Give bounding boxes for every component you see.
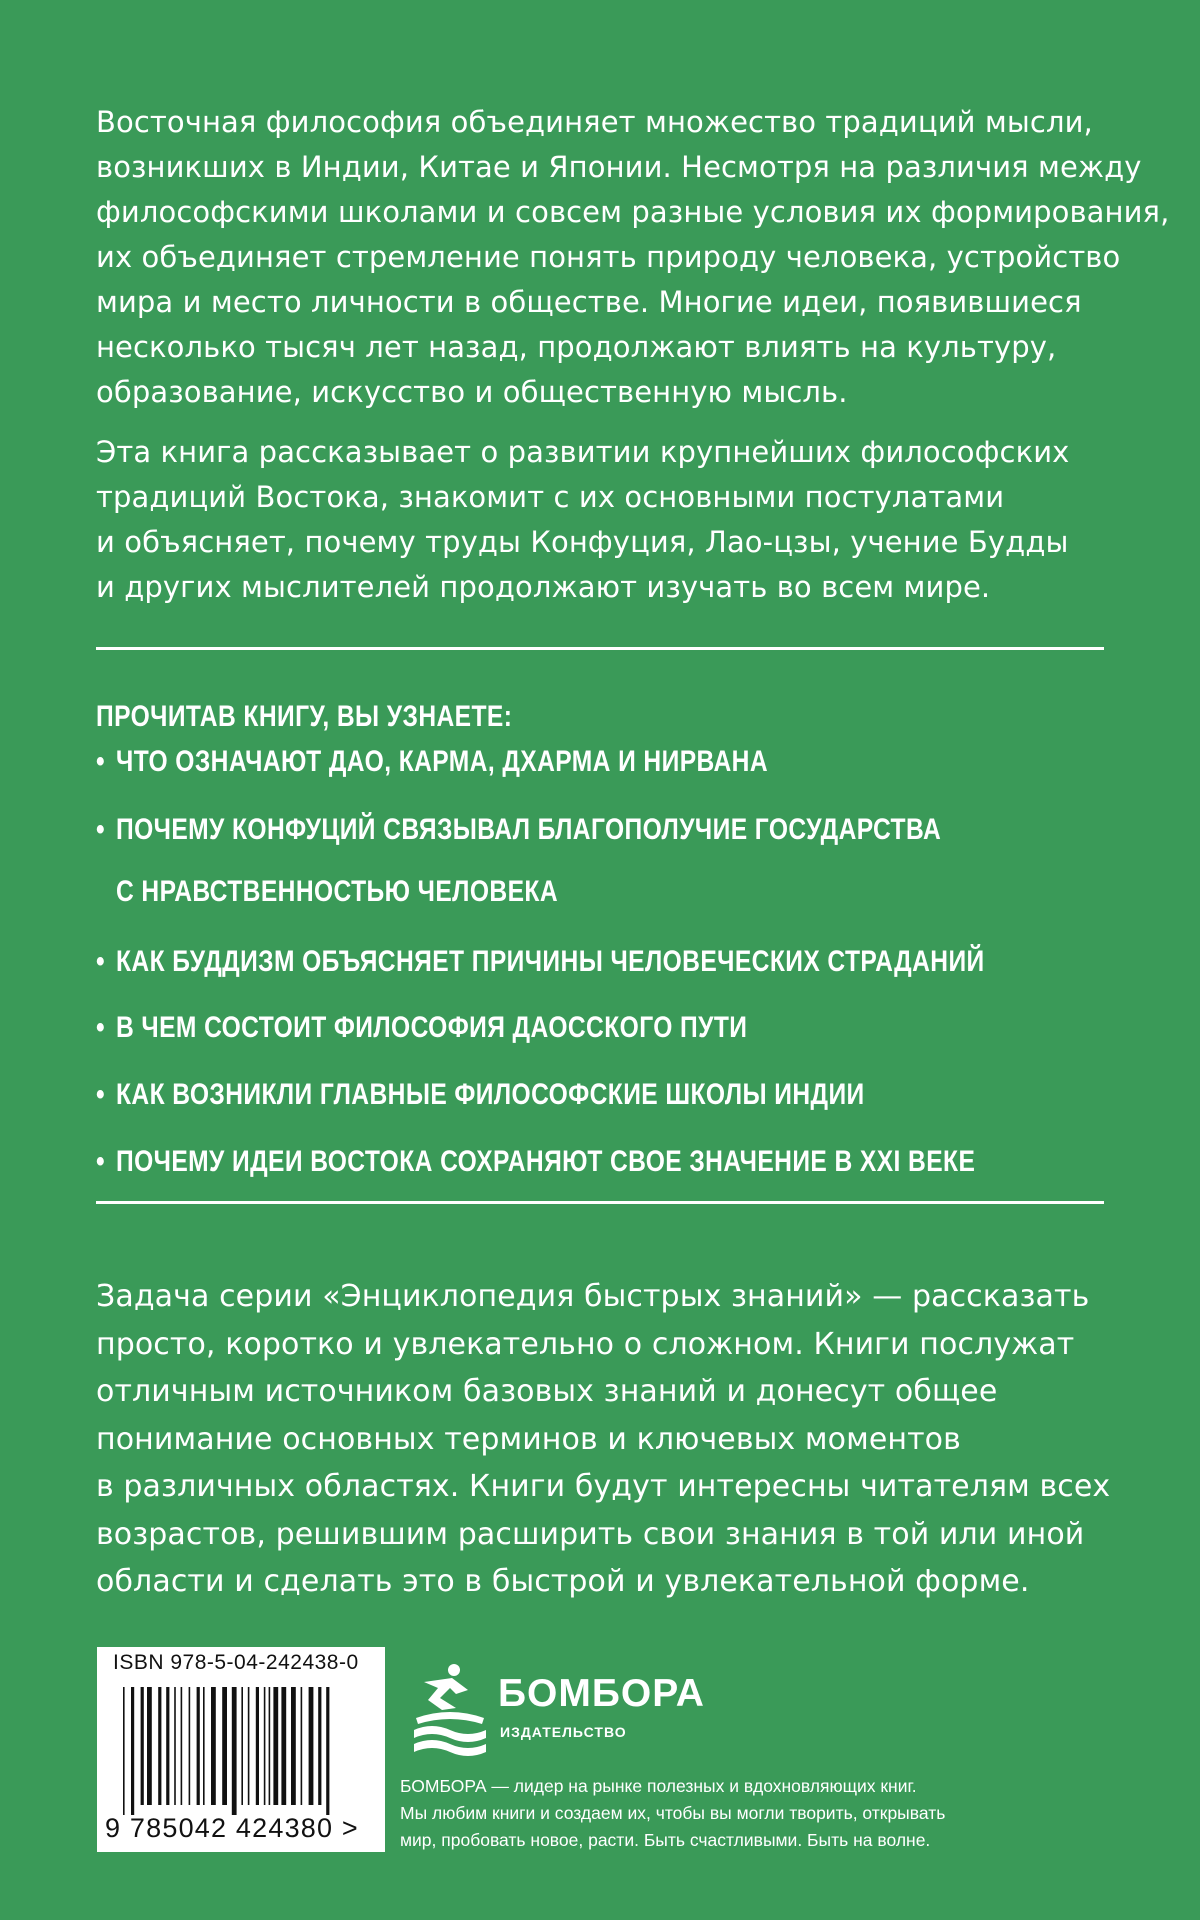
- intro-line: философскими школами и совсем разные условия их формирования,: [96, 195, 1170, 229]
- series-line: области и сделать это в быстрой и увлекательной форме.: [96, 1564, 1030, 1599]
- barcode-bar: [123, 1687, 125, 1815]
- barcode-bar: [318, 1687, 321, 1805]
- learn-heading: ПРОЧИТАВ КНИГУ, ВЫ УЗНАЕТЕ:: [96, 700, 513, 733]
- surfer-on-wave-icon: [410, 1660, 490, 1760]
- barcode-bar: [197, 1687, 200, 1805]
- barcode-bar: [269, 1687, 271, 1805]
- bullet-icon: •: [96, 745, 106, 778]
- barcode-bar: [189, 1687, 191, 1805]
- series-line: понимание основных терминов и ключевых моментов: [96, 1421, 961, 1457]
- barcode-bar: [301, 1687, 303, 1805]
- series-paragraph: [96, 1273, 1116, 1606]
- barcode-bar: [211, 1687, 216, 1805]
- isbn-label: ISBN 978-5-04-242438-0: [113, 1651, 359, 1674]
- intro-line: Восточная философия объединяет множество традиций мысли,: [96, 105, 1093, 139]
- intro-paragraph: [96, 100, 1170, 415]
- publisher-subtitle: ИЗДАТЕЛЬСТВО: [500, 1724, 627, 1740]
- barcode-icon: [97, 1687, 385, 1815]
- barcode-bar: [232, 1687, 237, 1815]
- publisher-name: БОМБОРА: [498, 1672, 705, 1715]
- barcode-bar: [174, 1687, 176, 1805]
- barcode-bar: [131, 1687, 134, 1815]
- intro-line: мира и место личности в обществе. Многие идеи, появившиеся: [96, 285, 1082, 319]
- divider-top: [96, 647, 1104, 650]
- barcode-panel: [97, 1647, 385, 1852]
- barcode-bar: [147, 1687, 152, 1805]
- series-line: возрастов, решившим расширить свои знания в той или иной: [96, 1516, 1085, 1552]
- publisher-description-line: БОМБОРА — лидер на рынке полезных и вдохновляющих книг.: [400, 1776, 917, 1796]
- about-line: и объясняет, почему труды Конфуция, Лао-цзы, учение Будды: [96, 525, 1069, 559]
- learn-item-text: КАК БУДДИЗМ ОБЪЯСНЯЕТ ПРИЧИНЫ ЧЕЛОВЕЧЕСКИХ СТРАДАНИЙ: [116, 945, 985, 978]
- intro-line: их объединяет стремление понять природу человека, устройство: [96, 240, 1121, 274]
- learn-item-text: ЧТО ОЗНАЧАЮТ ДАО, КАРМА, ДХАРМА И НИРВАНА: [116, 745, 768, 778]
- barcode-bar: [309, 1687, 314, 1805]
- learn-item-text: В ЧЕМ СОСТОИТ ФИЛОСОФИЯ ДАОССКОГО ПУТИ: [116, 1011, 748, 1044]
- barcode-bar: [141, 1687, 144, 1805]
- learn-item-text: С НРАВСТВЕННОСТЬЮ ЧЕЛОВЕКА: [116, 875, 558, 908]
- learn-item-text: ПОЧЕМУ ИДЕИ ВОСТОКА СОХРАНЯЮТ СВОЕ ЗНАЧЕНИЕ В XXI ВЕКЕ: [116, 1145, 976, 1178]
- bullet-icon: •: [96, 945, 106, 978]
- intro-line: несколько тысяч лет назад, продолжают влиять на культуру,: [96, 330, 1057, 364]
- series-line: в различных областях. Книги будут интересны читателям всех: [96, 1469, 1111, 1504]
- barcode-bar: [248, 1687, 250, 1805]
- learn-item-text: КАК ВОЗНИКЛИ ГЛАВНЫЕ ФИЛОСОФСКИЕ ШКОЛЫ ИНДИИ: [116, 1078, 865, 1111]
- about-line: Эта книга рассказывает о развитии крупнейших философских: [96, 435, 1070, 469]
- series-line: отличным источником базовых знаний и донесут общее: [96, 1374, 998, 1409]
- publisher-logo: [410, 1660, 730, 1760]
- barcode-bar: [281, 1687, 286, 1805]
- bullet-icon: •: [96, 1011, 106, 1044]
- barcode-bar: [166, 1687, 169, 1805]
- series-line: просто, коротко и увлекательно о сложном. Книги послужат: [96, 1326, 1075, 1362]
- learn-item-text: ПОЧЕМУ КОНФУЦИЙ СВЯЗЫВАЛ БЛАГОПОЛУЧИЕ ГОСУДАРСТВА: [116, 813, 942, 846]
- barcode-bar: [256, 1687, 259, 1805]
- series-line: Задача серии «Энциклопедия быстрых знаний» — рассказать: [96, 1279, 1090, 1314]
- divider-bottom: [96, 1201, 1104, 1204]
- bullet-icon: •: [96, 813, 106, 846]
- intro-line: образование, искусство и общественную мысль.: [96, 375, 848, 409]
- barcode-bar: [291, 1687, 296, 1805]
- barcode-bar: [203, 1687, 205, 1805]
- about-line: традиций Востока, знакомит с их основными постулатами: [96, 480, 1005, 514]
- bullet-icon: •: [96, 1078, 106, 1111]
- barcode-bar: [264, 1687, 266, 1805]
- publisher-description-line: мир, пробовать новое, расти. Быть счастливыми. Быть на волне.: [400, 1830, 931, 1850]
- barcode-bar: [158, 1687, 161, 1805]
- barcode-digits: 9 785042 424380 >: [105, 1813, 359, 1843]
- barcode-bar: [222, 1687, 227, 1805]
- barcode-bar: [273, 1687, 278, 1805]
- barcode-bar: [326, 1687, 329, 1815]
- barcode-bar: [241, 1687, 243, 1805]
- publisher-description-line: Мы любим книги и создаем их, чтобы вы могли творить, открывать: [400, 1803, 946, 1823]
- barcode-bar: [181, 1687, 183, 1805]
- about-paragraph: [96, 430, 1116, 610]
- publisher-description: [400, 1773, 945, 1854]
- about-line: и других мыслителей продолжают изучать во всем мире.: [96, 570, 991, 604]
- bullet-icon: •: [96, 1145, 106, 1178]
- intro-line: возникших в Индии, Китае и Японии. Несмотря на различия между: [96, 150, 1142, 184]
